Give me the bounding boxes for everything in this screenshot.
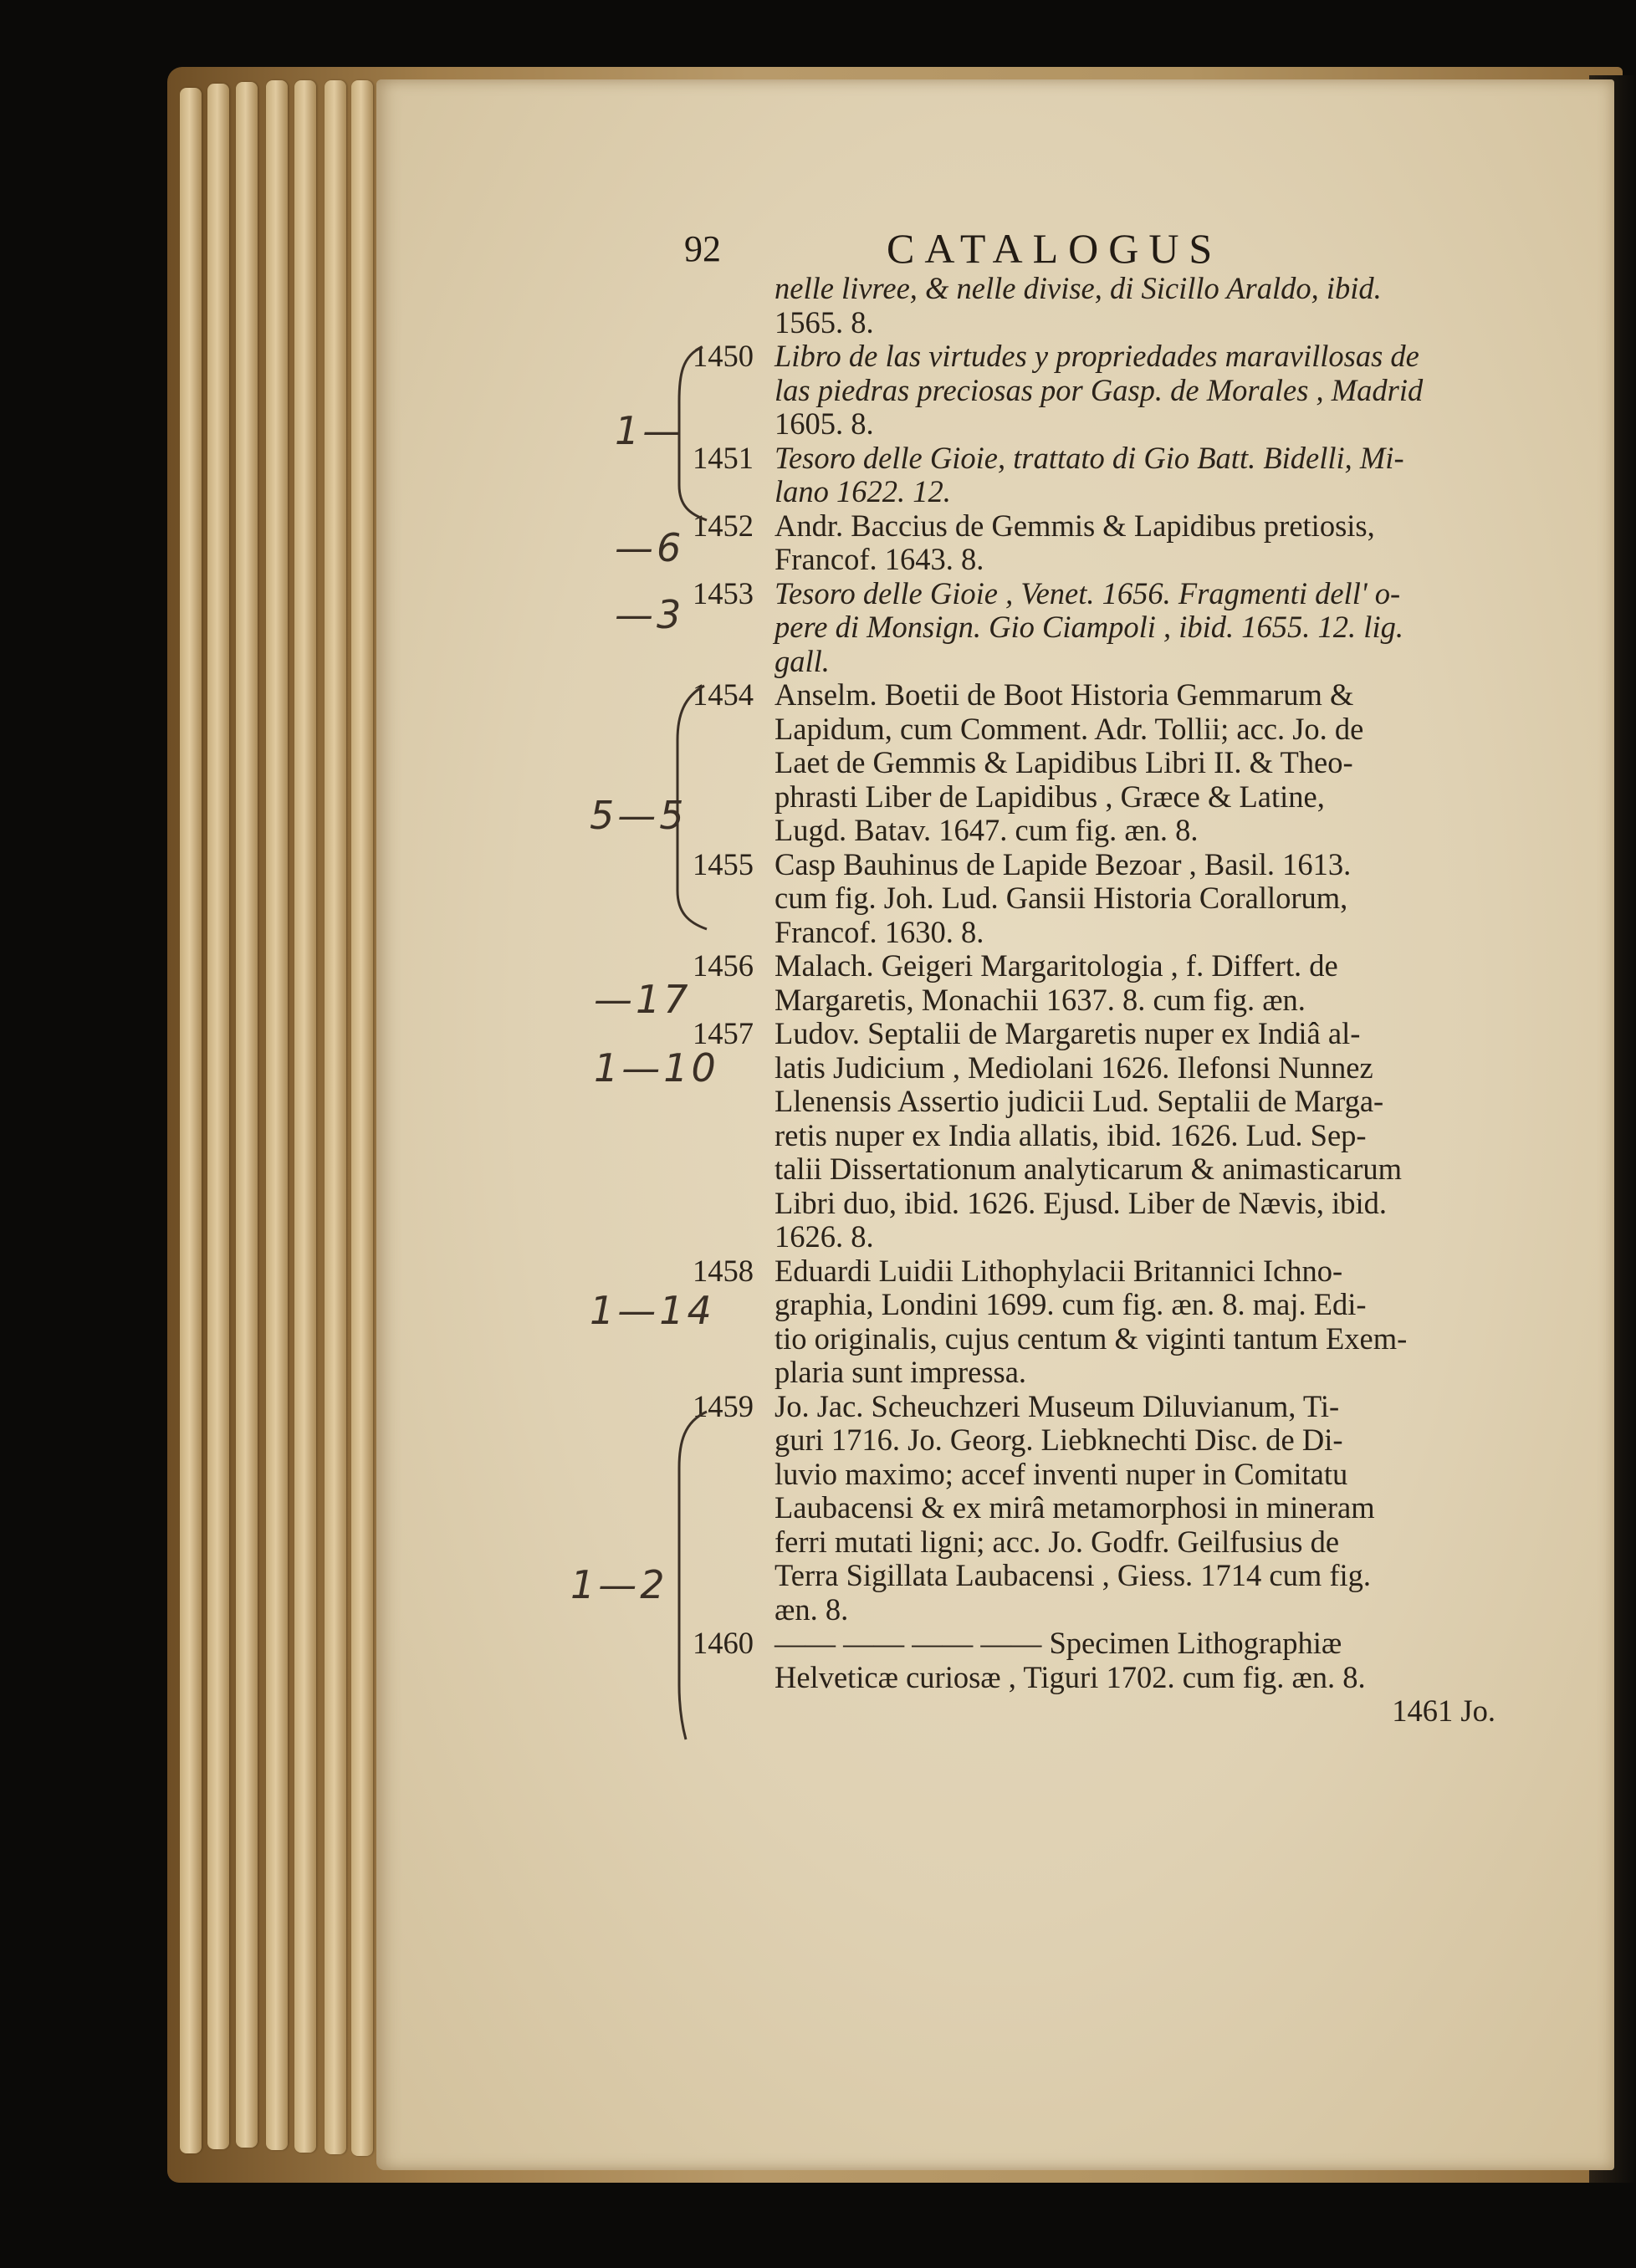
entry-text: —— —— —— —— Specimen Lithographiæ — [775, 1626, 1342, 1660]
entry-continuation-line — [693, 1423, 1512, 1458]
entry-continuation-line — [693, 1288, 1512, 1322]
entry-continuation-line — [693, 1525, 1512, 1560]
entry-text: 1565. 8. — [775, 304, 874, 340]
entry-text: Francof. 1643. 8. — [775, 542, 984, 576]
entry-first-line — [693, 1627, 1512, 1661]
entry-text: Libro de las virtudes y propriedades maravillosas de — [775, 339, 1419, 373]
entry-continuation-line — [693, 1322, 1512, 1356]
entry-number: 1459 — [693, 1388, 754, 1423]
entry-first-line — [693, 1254, 1512, 1289]
entry-text: Laet de Gemmis & Lapidibus Libri II. & Theo- — [775, 745, 1353, 779]
entry-text: latis Judicium , Mediolani 1626. Ilefonsi Nunnez — [775, 1050, 1373, 1085]
pencil-bracket — [661, 343, 711, 527]
entry-text: Libri duo, ibid. 1626. Ejusd. Liber de Nævis, ibid. — [775, 1185, 1387, 1220]
entry-number: 1457 — [693, 1016, 754, 1050]
entry-text: Tesoro delle Gioie , Venet. 1656. Fragmenti dell' o- — [775, 575, 1401, 610]
page-edge — [325, 80, 346, 2154]
entry-continuation-line — [693, 610, 1512, 645]
entry-continuation-line — [693, 306, 1512, 340]
entry-number: 1455 — [693, 846, 754, 881]
entry-first-line — [693, 1390, 1512, 1424]
entry-text: Laubacensi & ex mirâ metamorphosi in mineram — [775, 1490, 1375, 1525]
entry-number: 1460 — [693, 1626, 754, 1660]
entry-text: graphia, Londini 1699. cum fig. æn. 8. maj. Edi- — [775, 1287, 1367, 1321]
entry-text: gall. — [775, 643, 830, 678]
page-number: 92 — [684, 228, 721, 269]
entry-continuation-line — [693, 1051, 1512, 1085]
entry-text: lano 1622. 12. — [775, 474, 951, 508]
entry-first-line — [693, 509, 1512, 544]
entry-continuation-line — [693, 780, 1512, 815]
entry-text: Margaretis, Monachii 1637. 8. cum fig. æn. — [775, 982, 1306, 1017]
entry-continuation-line — [693, 543, 1512, 577]
entry-text: Helveticæ curiosæ , Tiguri 1702. cum fig. æn. 8. — [775, 1659, 1366, 1694]
page-edge — [351, 80, 373, 2156]
entry-text: cum fig. Joh. Lud. Gansii Historia Corallorum, — [775, 881, 1348, 915]
entry-number: 1452 — [693, 508, 754, 543]
catalog-entries — [693, 272, 1512, 1729]
entry-first-line — [693, 848, 1512, 882]
entry-first-line — [693, 442, 1512, 476]
pencil-bracket — [661, 1409, 711, 1744]
entry-number: 1451 — [693, 440, 754, 475]
entry-continuation-line — [693, 1593, 1512, 1627]
pencil-bracket — [661, 682, 711, 932]
entry-continuation-line — [693, 746, 1512, 780]
entry-text: ferri mutati ligni; acc. Jo. Godfr. Geilfusius de — [775, 1524, 1340, 1559]
entry-text: Jo. Jac. Scheuchzeri Museum Diluvianum, Ti- — [775, 1388, 1340, 1423]
entry-text: guri 1716. Jo. Georg. Liebknechti Disc. de Di- — [775, 1423, 1343, 1457]
page-edge — [266, 80, 288, 2150]
entry-number: 1450 — [693, 339, 754, 373]
entry-continuation-line — [693, 1491, 1512, 1525]
marginal-note-1452: —6 — [615, 525, 685, 570]
catchword: 1461 Jo. — [1392, 1693, 1495, 1728]
entry-continuation-line — [693, 407, 1512, 442]
entry-text: las piedras preciosas por Gasp. de Morales , Madrid — [775, 372, 1424, 407]
marginal-note-1459: 1—2 — [570, 1562, 668, 1607]
entry-first-line — [693, 577, 1512, 611]
entry-text: Casp Bauhinus de Lapide Bezoar , Basil. 1613. — [775, 846, 1352, 881]
entry-number: 1456 — [693, 948, 754, 983]
marginal-note-1450: 1— — [615, 408, 685, 453]
entry-continuation-line — [693, 374, 1512, 408]
entry-continuation-line — [693, 983, 1512, 1018]
entry-text: Anselm. Boetii de Boot Historia Gemmarum & — [775, 677, 1354, 712]
entry-first-line — [693, 678, 1512, 713]
entry-continuation-line — [693, 1187, 1512, 1221]
entry-continuation-line — [693, 475, 1512, 509]
marginal-note-1454: 5—5 — [590, 793, 688, 838]
entry-text: Terra Sigillata Laubacensi , Giess. 1714 cum fig. — [775, 1558, 1372, 1592]
entry-text: Llenensis Assertio judicii Lud. Septalii de Marga- — [775, 1084, 1384, 1118]
entry-continuation-line — [693, 645, 1512, 679]
entry-text: Ludov. Septalii de Margaretis nuper ex Indiâ al- — [775, 1016, 1361, 1050]
marginal-note-1457: 1—10 — [594, 1045, 719, 1091]
entry-continuation-line — [693, 1356, 1512, 1390]
entry-first-line — [693, 949, 1512, 983]
entry-text: talii Dissertationum analyticarum & animasticarum — [775, 1152, 1403, 1186]
entry-continuation-line — [693, 713, 1512, 747]
page-edge — [180, 88, 202, 2153]
entry-text: Francof. 1630. 8. — [775, 914, 984, 949]
entry-continuation-line — [693, 272, 1512, 306]
page-edge — [294, 80, 316, 2153]
entry-continuation-line — [693, 1661, 1512, 1695]
entry-text: Lugd. Batav. 1647. cum fig. æn. 8. — [775, 813, 1199, 847]
entry-text: Malach. Geigeri Margaritologia , f. Differt. de — [775, 948, 1338, 983]
entry-number: 1458 — [693, 1253, 754, 1288]
entry-continuation-line — [693, 814, 1512, 848]
entry-text: Andr. Baccius de Gemmis & Lapidibus pretiosis, — [775, 508, 1375, 543]
entry-number: 1453 — [693, 575, 754, 610]
entry-first-line — [693, 1017, 1512, 1051]
entry-continuation-line — [693, 1085, 1512, 1119]
entry-text: luvio maximo; accef inventi nuper in Comitatu — [775, 1456, 1348, 1491]
page-edge — [236, 82, 258, 2148]
entry-continuation-line — [693, 916, 1512, 950]
entry-text: 1605. 8. — [775, 406, 874, 441]
marginal-note-1453: —3 — [615, 592, 685, 637]
page-edge — [207, 84, 229, 2149]
marginal-note-1456: —17 — [594, 977, 692, 1022]
entry-continuation-line — [693, 1220, 1512, 1254]
entry-text: pere di Monsign. Gio Ciampoli , ibid. 1655. 12. lig. — [775, 610, 1403, 644]
entry-text: retis nuper ex India allatis, ibid. 1626. Lud. Sep- — [775, 1117, 1367, 1152]
entry-text: 1626. 8. — [775, 1219, 874, 1254]
entry-text: Eduardi Luidii Lithophylacii Britannici Ichno- — [775, 1253, 1343, 1288]
entry-continuation-line — [693, 1152, 1512, 1187]
entry-text: Tesoro delle Gioie, trattato di Gio Batt. Bidelli, Mi- — [775, 440, 1404, 475]
entry-continuation-line — [693, 1559, 1512, 1593]
running-head: CATALOGUS — [887, 225, 1223, 272]
entry-text: tio originalis, cujus centum & viginti tantum Exem- — [775, 1320, 1408, 1356]
marginal-note-1458: 1—14 — [590, 1288, 715, 1333]
entry-text: Lapidum, cum Comment. Adr. Tollii; acc. Jo. de — [775, 711, 1364, 746]
entry-continuation-line — [693, 1458, 1512, 1492]
entry-text: æn. 8. — [775, 1591, 849, 1627]
entry-text: phrasti Liber de Lapidibus , Græce & Latine, — [775, 779, 1325, 814]
entry-continuation-line — [693, 1119, 1512, 1153]
entry-number: 1454 — [693, 677, 754, 712]
entry-continuation-line — [693, 881, 1512, 916]
entry-text: nelle livree, & nelle divise, di Sicillo Araldo, ibid. — [775, 271, 1382, 305]
entry-text: plaria sunt impressa. — [775, 1355, 1027, 1389]
entry-first-line — [693, 340, 1512, 374]
